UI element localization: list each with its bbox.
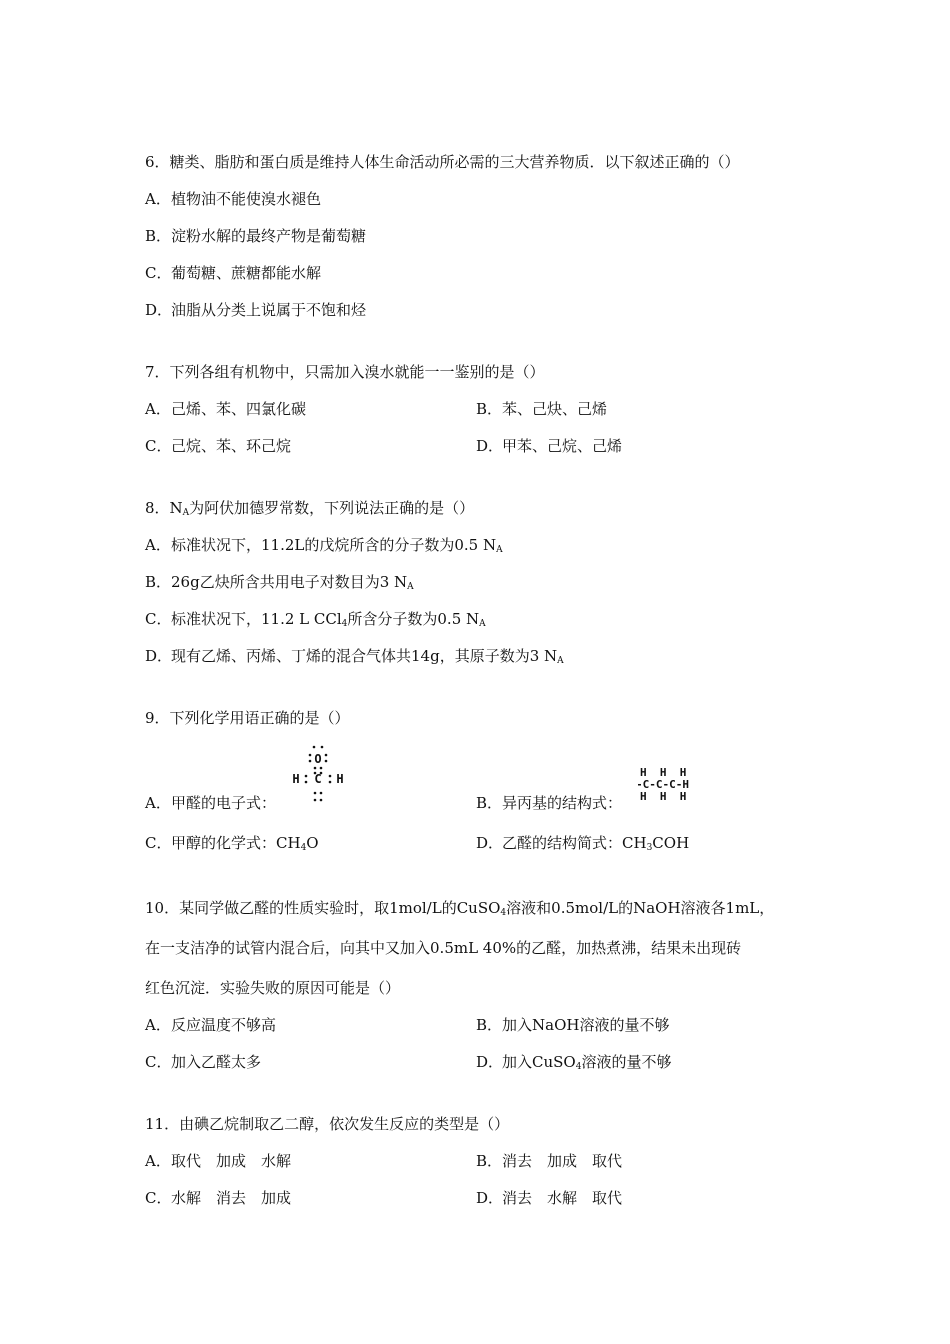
option-label: A． bbox=[145, 536, 171, 554]
option-label: B． bbox=[145, 573, 172, 591]
option-text: 加入CuSO bbox=[502, 1053, 576, 1071]
option-label: D． bbox=[476, 834, 504, 852]
option-label: B． bbox=[476, 794, 503, 812]
structure-row-bottom: H H H bbox=[640, 790, 687, 803]
option-text: 苯、己炔、己烯 bbox=[502, 400, 608, 418]
option-text: 甲苯、己烷、己烯 bbox=[502, 437, 623, 455]
q9-option-b bbox=[476, 793, 622, 813]
option-text-post: 溶液的量不够 bbox=[581, 1053, 672, 1071]
structure-row-top: H H H bbox=[640, 766, 687, 779]
q9-stem: 9．下列化学用语正确的是（） bbox=[145, 709, 350, 727]
isopropyl-structure-figure bbox=[638, 765, 722, 805]
option-text: 反应温度不够高 bbox=[171, 1016, 277, 1034]
q10-option-c bbox=[145, 1052, 261, 1072]
q6-option-d bbox=[145, 300, 366, 320]
q7-option-c bbox=[145, 436, 291, 456]
subscript: 4 bbox=[500, 908, 507, 918]
subscript: A bbox=[479, 619, 486, 629]
option-text: 葡萄糖、蔗糖都能水解 bbox=[171, 264, 322, 282]
q10-option-d bbox=[476, 1052, 671, 1072]
option-text-post: O bbox=[306, 834, 319, 852]
option-label: D． bbox=[145, 301, 173, 319]
option-text: 水解 消去 加成 bbox=[171, 1189, 292, 1207]
option-text: 加入NaOH溶液的量不够 bbox=[502, 1016, 670, 1034]
option-text-mid: 所含分子数为0.5 N bbox=[347, 610, 480, 628]
subscript: A bbox=[557, 656, 564, 666]
option-label: C． bbox=[145, 1053, 172, 1071]
q10-stem-text-b: 溶液和0.5mol/L的NaOH溶液各1mL， bbox=[506, 899, 775, 917]
option-text: 淀粉水解的最终产物是葡萄糖 bbox=[171, 227, 367, 245]
atom-o: O bbox=[314, 752, 322, 766]
subscript: 4 bbox=[575, 1062, 582, 1072]
option-text: 26g乙炔所含共用电子对数目为3 N bbox=[171, 573, 408, 591]
q9-option-a bbox=[145, 793, 276, 813]
option-text: 己烷、苯、环己烷 bbox=[171, 437, 292, 455]
q11-option-a bbox=[145, 1151, 291, 1171]
atom-h-left: H bbox=[292, 772, 300, 786]
option-label: A． bbox=[145, 794, 171, 812]
atom-h-right: H bbox=[336, 772, 344, 786]
q6-option-a bbox=[145, 189, 321, 209]
option-label: D． bbox=[476, 1189, 504, 1207]
option-text: 甲醛的电子式： bbox=[171, 794, 277, 812]
option-label: A． bbox=[145, 1152, 171, 1170]
q8-option-d bbox=[145, 646, 564, 666]
option-text: 植物油不能使溴水褪色 bbox=[171, 190, 322, 208]
q6-option-b bbox=[145, 226, 366, 246]
structure-row-middle: -C-C-C-H bbox=[638, 778, 689, 791]
q10-stem-line3: 红色沉淀．实验失败的原因可能是（） bbox=[145, 979, 401, 997]
q7-option-d bbox=[476, 436, 622, 456]
q10-stem-line1 bbox=[145, 898, 774, 918]
atom-c: C bbox=[314, 772, 322, 786]
subscript: A bbox=[407, 582, 414, 592]
option-label: D． bbox=[145, 647, 173, 665]
option-text: 现有乙烯、丙烯、丁烯的混合气体共14g，其原子数为3 N bbox=[171, 647, 558, 665]
q10-option-a bbox=[145, 1015, 276, 1035]
option-text: 标准状况下，11.2 L CCl bbox=[171, 610, 342, 628]
q8-option-c bbox=[145, 609, 486, 629]
option-label: A． bbox=[145, 190, 171, 208]
subscript: A bbox=[182, 508, 190, 518]
option-text: 加入乙醛太多 bbox=[171, 1053, 262, 1071]
q10-stem-text: 10．某同学做乙醛的性质实验时，取1mol/L的CuSO bbox=[145, 899, 501, 917]
option-text: 油脂从分类上说属于不饱和烃 bbox=[171, 301, 367, 319]
subscript: 3 bbox=[646, 843, 653, 853]
q8-stem-num: 8．N bbox=[145, 499, 183, 517]
q7-stem: 7．下列各组有机物中，只需加入溴水就能一一鉴别的是（） bbox=[145, 363, 545, 381]
q10-stem-line2: 在一支洁净的试管内混合后，向其中又加入0.5mL 40%的乙醛，加热煮沸，结果未出现砖 bbox=[145, 939, 742, 957]
option-label: C． bbox=[145, 437, 172, 455]
option-label: C． bbox=[145, 264, 172, 282]
option-text: 甲醇的化学式：CH bbox=[171, 834, 301, 852]
option-text: 取代 加成 水解 bbox=[171, 1152, 292, 1170]
option-text: 消去 水解 取代 bbox=[502, 1189, 623, 1207]
q6-option-c bbox=[145, 263, 321, 283]
subscript: 4 bbox=[341, 619, 348, 629]
formaldehyde-electron-dot-figure bbox=[286, 742, 350, 804]
option-text: 消去 加成 取代 bbox=[502, 1152, 623, 1170]
option-label: C． bbox=[145, 610, 172, 628]
option-label: A． bbox=[145, 1016, 171, 1034]
q10-option-b bbox=[476, 1015, 669, 1035]
q8-stem bbox=[145, 498, 474, 518]
subscript: A bbox=[496, 545, 503, 555]
q11-option-b bbox=[476, 1151, 622, 1171]
option-label: B． bbox=[476, 1152, 503, 1170]
q11-option-c bbox=[145, 1188, 291, 1208]
q7-option-b bbox=[476, 399, 607, 419]
q6-stem: 6．糖类、脂肪和蛋白质是维持人体生命活动所必需的三大营养物质．以下叙述正确的（） bbox=[145, 153, 740, 171]
subscript: 4 bbox=[300, 843, 307, 853]
q11-stem: 11．由碘乙烷制取乙二醇，依次发生反应的类型是（） bbox=[145, 1115, 510, 1133]
option-label: C． bbox=[145, 834, 172, 852]
q11-option-d bbox=[476, 1188, 622, 1208]
q8-option-a bbox=[145, 535, 503, 555]
option-text: 标准状况下，11.2L的戊烷所含的分子数为0.5 N bbox=[171, 536, 497, 554]
q9-option-c bbox=[145, 833, 319, 853]
option-label: B． bbox=[476, 400, 503, 418]
q8-stem-rest: 为阿伏加德罗常数，下列说法正确的是（） bbox=[189, 499, 475, 517]
option-text: 异丙基的结构式： bbox=[502, 794, 623, 812]
option-label: B． bbox=[145, 227, 172, 245]
option-label: D． bbox=[476, 437, 504, 455]
q8-option-b bbox=[145, 572, 414, 592]
option-label: B． bbox=[476, 1016, 503, 1034]
q7-option-a bbox=[145, 399, 306, 419]
option-text: 己烯、苯、四氯化碳 bbox=[171, 400, 307, 418]
option-label: A． bbox=[145, 400, 171, 418]
option-text: 乙醛的结构简式：CH bbox=[502, 834, 647, 852]
q9-option-d bbox=[476, 833, 689, 853]
option-label: D． bbox=[476, 1053, 504, 1071]
option-text-post: COH bbox=[652, 834, 690, 852]
option-label: C． bbox=[145, 1189, 172, 1207]
